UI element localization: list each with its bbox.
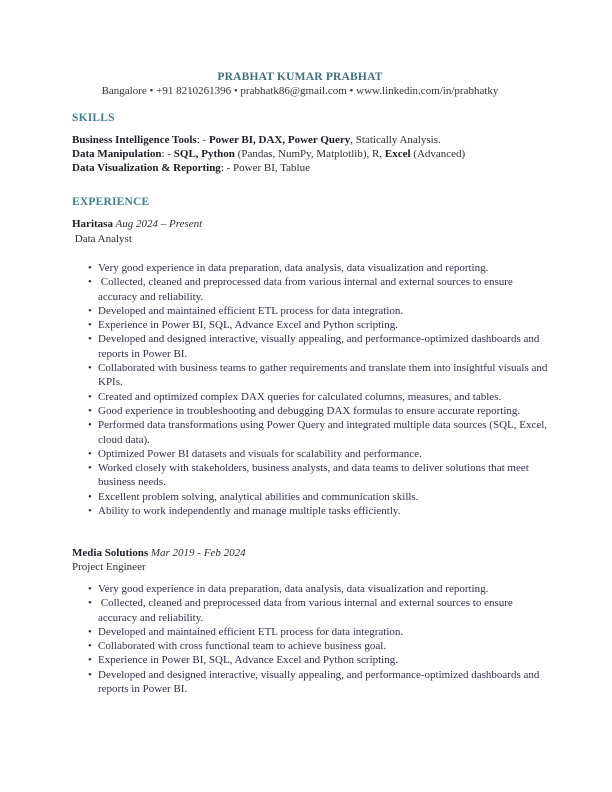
list-item: • Performed data transformations using Power Query and integrated multiple data sources (SQL, Excel, cloud data).	[90, 418, 550, 447]
experience-heading: EXPERIENCE	[72, 196, 150, 208]
job-1-role: Data Analyst	[72, 233, 132, 245]
list-item: • Collaborated with business teams to gather requirements and translate them into insightful visuals and KPIs.	[90, 361, 550, 390]
list-item: • Ability to work independently and manage multiple tasks efficiently.	[90, 504, 550, 518]
skill-dv	[72, 162, 310, 174]
skill-bi-sep: : -	[196, 134, 209, 146]
skills-heading: SKILLS	[72, 112, 115, 124]
job-2-dates: Mar 2019 - Feb 2024	[148, 547, 246, 559]
job-2-company: Media Solutions	[72, 547, 149, 559]
job-1-dates: Aug 2024 – Present	[112, 218, 203, 230]
skill-dv-rest: : - Power BI, Tablue	[220, 162, 310, 174]
list-item: • Experience in Power BI, SQL, Advance Excel and Python scripting.	[90, 318, 550, 332]
skill-bi-rest: , Statically Analysis.	[350, 134, 441, 146]
skill-dm-bold1: SQL, Python	[173, 148, 235, 160]
list-item: • Optimized Power BI datasets and visuals for scalability and performance.	[90, 447, 550, 461]
skill-dv-label: Data Visualization & Reporting	[72, 162, 221, 174]
list-item: • Collaborated with cross functional team to achieve business goal.	[90, 639, 550, 653]
skill-bi-label: Business Intelligence Tools	[72, 134, 197, 146]
list-item: • Developed and designed interactive, visually appealing, and performance-optimized dashboards and reports in Power BI.	[90, 332, 550, 361]
skill-bi-bold: Power BI, DAX, Power Query	[208, 134, 351, 146]
list-item: • Developed and maintained efficient ETL process for data integration.	[90, 625, 550, 639]
skill-dm-sep: : -	[161, 148, 174, 160]
skill-dm-rest: (Advanced)	[410, 148, 466, 160]
list-item: • Very good experience in data preparation, data analysis, data visualization and reporting.	[90, 261, 550, 275]
skill-dm-mid: (Pandas, NumPy, Matplotlib), R,	[234, 148, 385, 160]
job-2-bullets	[90, 582, 550, 696]
skill-bi	[72, 134, 441, 146]
job-1-header	[72, 218, 202, 230]
skill-dm-bold2: Excel	[384, 148, 411, 160]
list-item: • Experience in Power BI, SQL, Advance Excel and Python scripting.	[90, 653, 550, 667]
list-item: • Created and optimized complex DAX queries for calculated columns, measures, and tables.	[90, 390, 550, 404]
job-2-header	[72, 547, 246, 559]
list-item: • Developed and designed interactive, visually appealing, and performance-optimized dashboards and reports in Power BI.	[90, 668, 550, 697]
contact-line: Bangalore • +91 8210261396 • prabhatk86@gmail.com • www.linkedin.com/in/prabhatky	[101, 85, 499, 97]
skill-dm	[72, 148, 465, 160]
list-item: • Good experience in troubleshooting and debugging DAX formulas to ensure accurate reporting.	[90, 404, 550, 418]
job-2-role: Project Engineer	[72, 561, 146, 573]
list-item: • Collected, cleaned and preprocessed data from various internal and external sources to ensure accuracy and reliability.	[90, 275, 550, 304]
list-item: • Worked closely with stakeholders, business analysts, and data teams to deliver solutions that meet business needs.	[90, 461, 550, 490]
job-1-bullets	[90, 261, 550, 518]
candidate-name: PRABHAT KUMAR PRABHAT	[217, 71, 383, 83]
skill-dm-label: Data Manipulation	[72, 148, 162, 160]
list-item: • Developed and maintained efficient ETL process for data integration.	[90, 304, 550, 318]
list-item: • Very good experience in data preparation, data analysis, data visualization and reporting.	[90, 582, 550, 596]
job-1-company: Haritasa	[72, 218, 113, 230]
list-item: • Excellent problem solving, analytical abilities and communication skills.	[90, 490, 550, 504]
list-item: • Collected, cleaned and preprocessed data from various internal and external sources to ensure accuracy and reliability.	[90, 596, 550, 625]
